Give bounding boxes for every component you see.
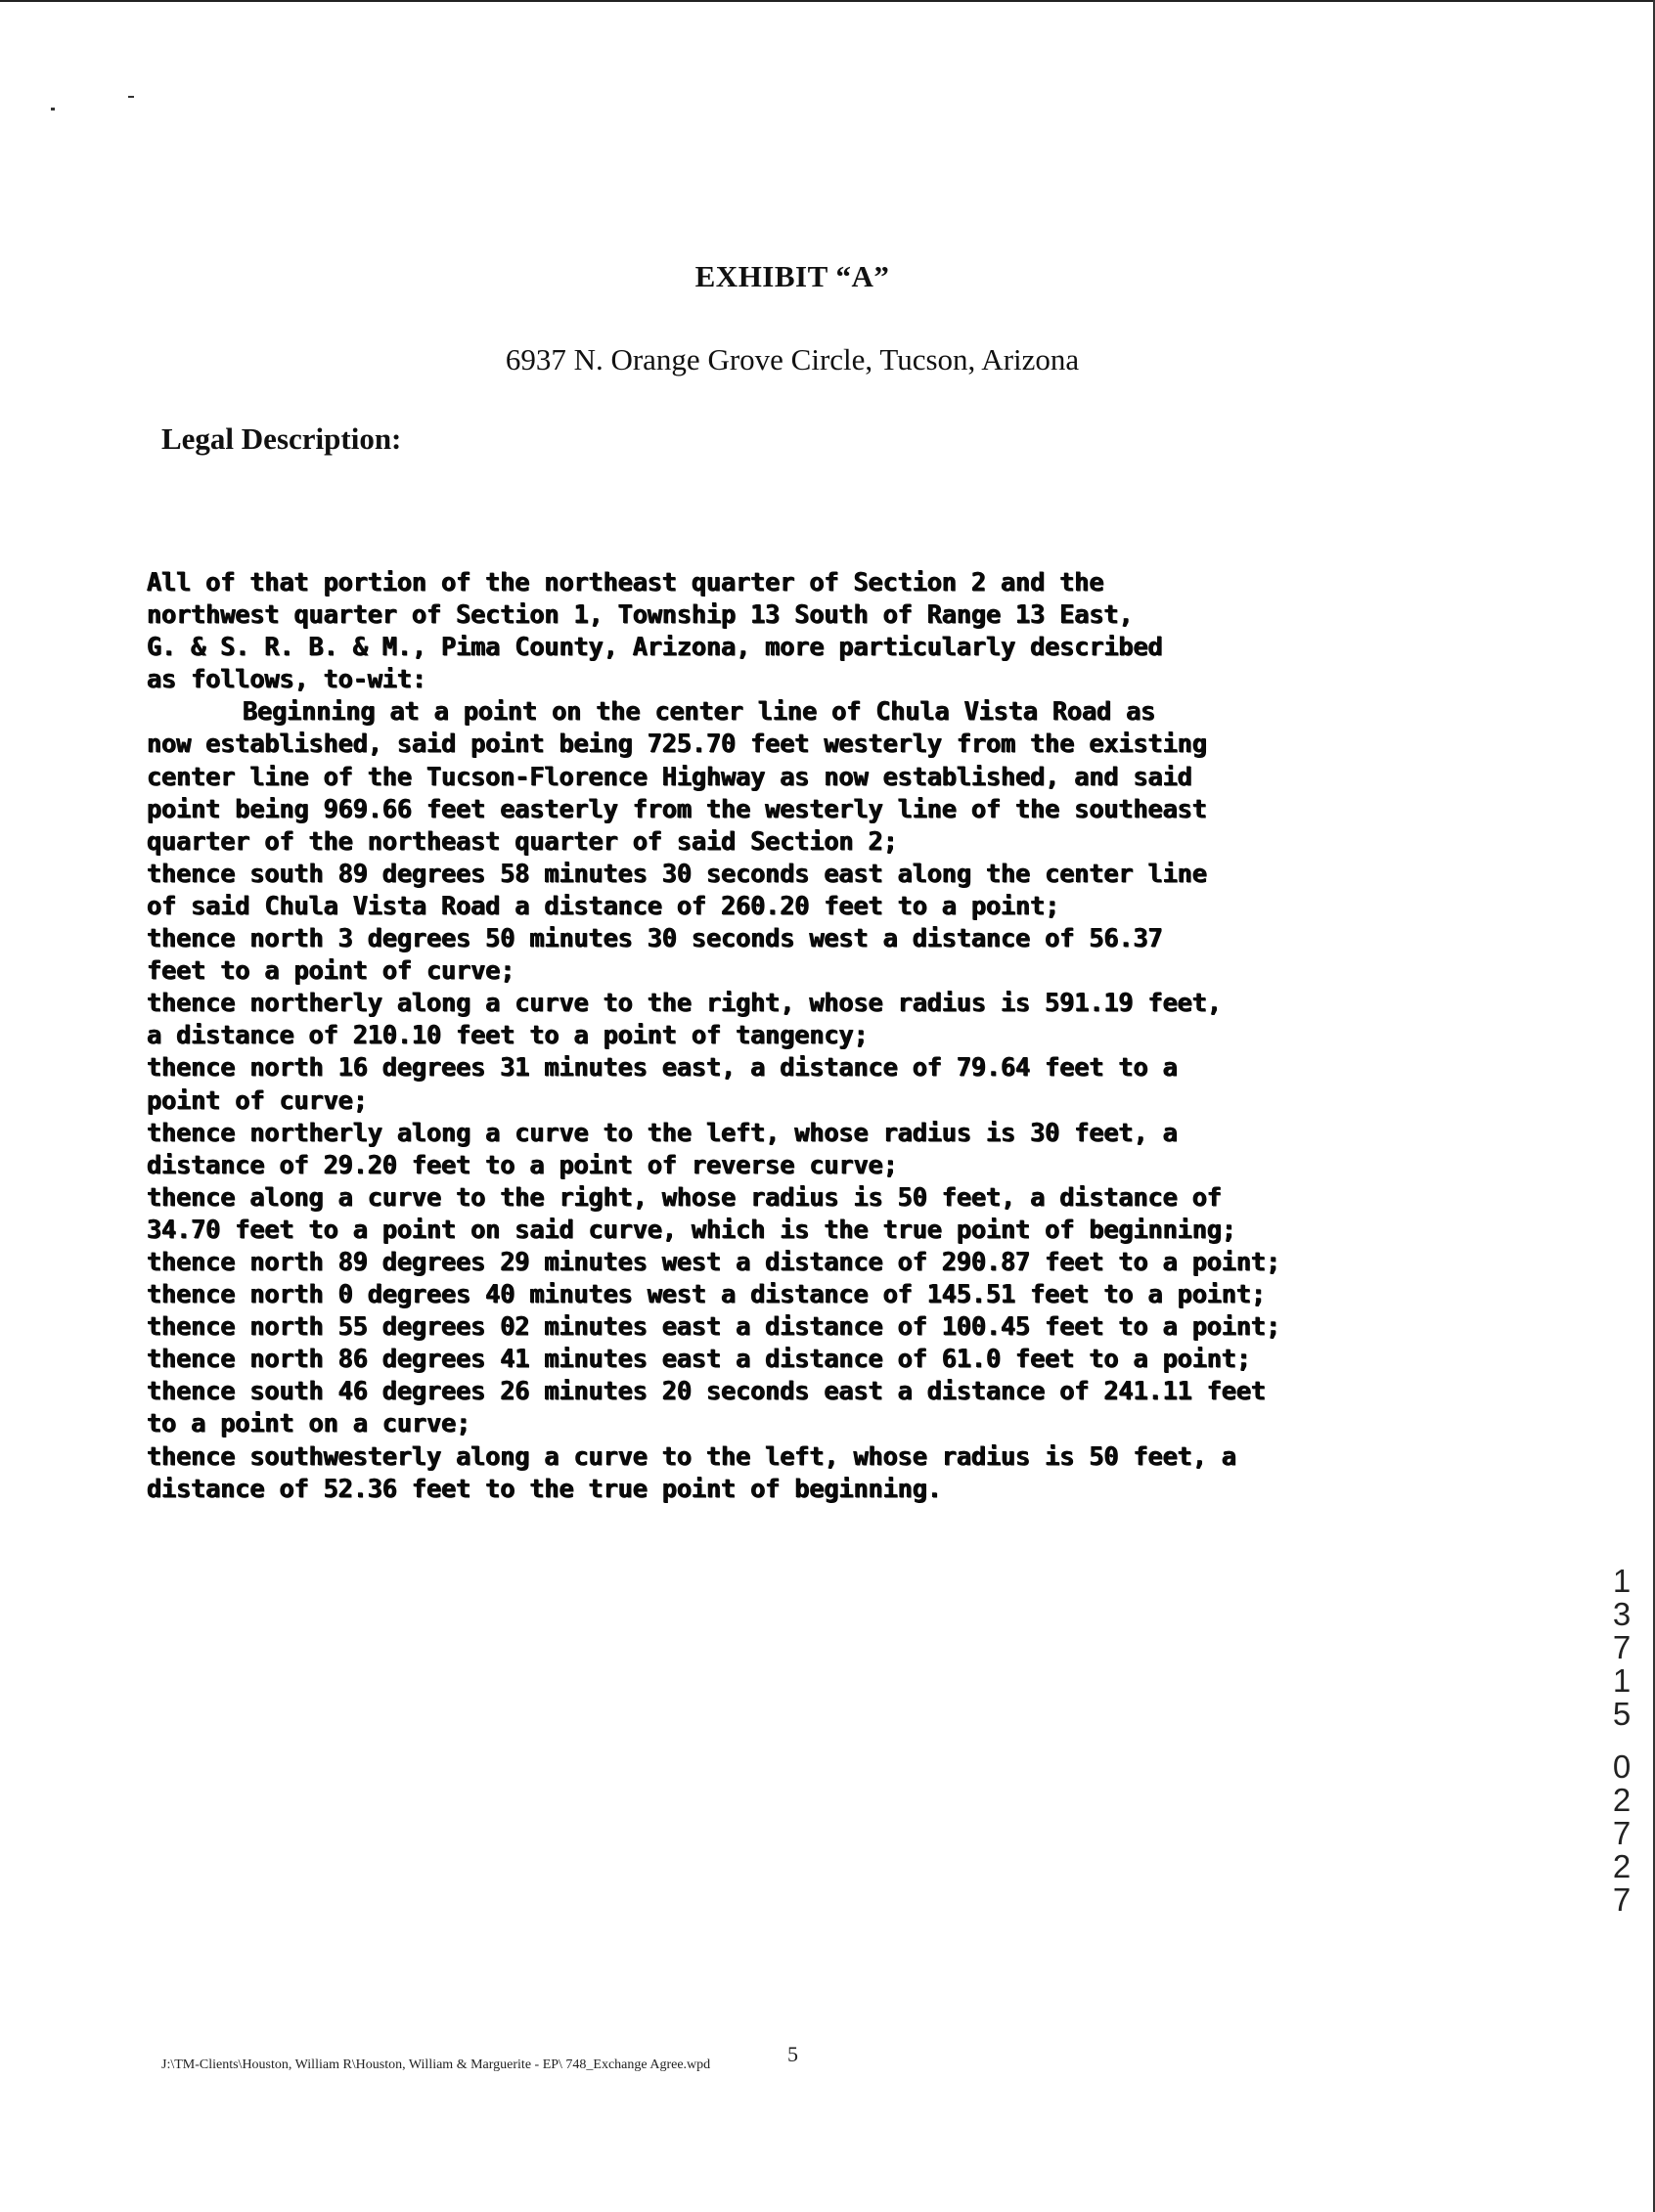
- exhibit-title: EXHIBIT “A”: [694, 259, 890, 293]
- stamp-gap: [1604, 1731, 1639, 1750]
- legal-line: point being 969.66 feet easterly from the westerly line of the southeast: [147, 794, 1207, 824]
- legal-line: G. & S. R. B. & M., Pima County, Arizona, more particularly described: [147, 633, 1163, 663]
- stamp-digit: 5: [1612, 1696, 1632, 1732]
- legal-line: distance of 52.36 feet to the true point of beginning.: [147, 1474, 942, 1504]
- legal-line: distance of 29.20 feet to a point of reverse curve;: [147, 1150, 898, 1180]
- legal-line: now established, said point being 725.70 feet westerly from the existing: [147, 730, 1207, 760]
- recording-stamp-number: [1604, 1565, 1639, 1917]
- legal-line: 34.70 feet to a point on said curve, which is the true point of beginning;: [147, 1215, 1236, 1245]
- legal-line: thence north 16 degrees 31 minutes east, a distance of 79.64 feet to a: [147, 1053, 1178, 1084]
- stamp-digit: 7: [1612, 1629, 1632, 1665]
- legal-description-heading: Legal Description:: [161, 421, 402, 456]
- legal-line: of said Chula Vista Road a distance of 260.20 feet to a point;: [147, 891, 1060, 921]
- legal-line: center line of the Tucson-Florence Highway as now established, and said: [147, 762, 1192, 792]
- legal-line: thence along a curve to the right, whose radius is 50 feet, a distance of: [147, 1182, 1222, 1213]
- legal-line: thence northerly along a curve to the right, whose radius is 591.19 feet,: [147, 989, 1222, 1019]
- legal-line: thence south 89 degrees 58 minutes 30 seconds east along the center line: [147, 859, 1207, 889]
- legal-line: Beginning at a point on the center line of Chula Vista Road as: [243, 697, 1156, 728]
- legal-line: northwest quarter of Section 1, Township 13 South of Range 13 East,: [147, 600, 1134, 631]
- footer-file-path: J:\TM-Clients\Houston, William R\Houston, William & Marguerite - EP\ 748_Exchange Agree.wpd: [161, 2057, 711, 2072]
- stamp-digit: 0: [1612, 1748, 1632, 1785]
- stamp-digit: 2: [1612, 1848, 1632, 1884]
- legal-line: All of that portion of the northeast quarter of Section 2 and the: [147, 568, 1104, 597]
- scan-speck: [128, 96, 134, 98]
- property-address: 6937 N. Orange Grove Circle, Tucson, Arizona: [505, 342, 1080, 376]
- legal-line: to a point on a curve;: [147, 1409, 471, 1439]
- legal-line: thence southwesterly along a curve to the left, whose radius is 50 feet, a: [147, 1441, 1236, 1472]
- legal-line: thence north 86 degrees 41 minutes east a distance of 61.0 feet to a point;: [147, 1345, 1251, 1375]
- stamp-digit: 1: [1612, 1563, 1632, 1599]
- legal-line: as follows, to-wit:: [147, 665, 426, 695]
- legal-line: thence north 3 degrees 50 minutes 30 seconds west a distance of 56.37: [147, 924, 1163, 954]
- stamp-digit: 7: [1612, 1881, 1632, 1918]
- page-number: 5: [787, 2042, 798, 2066]
- legal-line: feet to a point of curve;: [147, 956, 515, 987]
- legal-line: thence north 55 degrees 02 minutes east a distance of 100.45 feet to a point;: [147, 1312, 1281, 1343]
- legal-line: thence northerly along a curve to the left, whose radius is 30 feet, a: [147, 1118, 1178, 1148]
- legal-line: a distance of 210.10 feet to a point of tangency;: [147, 1021, 869, 1051]
- stamp-digit: 7: [1612, 1815, 1632, 1851]
- scan-border-top: [0, 0, 1655, 2]
- stamp-digit: 3: [1612, 1596, 1632, 1632]
- legal-line: thence north 0 degrees 40 minutes west a distance of 145.51 feet to a point;: [147, 1280, 1266, 1310]
- legal-line: thence south 46 degrees 26 minutes 20 seconds east a distance of 241.11 feet: [147, 1377, 1266, 1407]
- legal-description-body: [147, 567, 1409, 1506]
- legal-line: thence north 89 degrees 29 minutes west a distance of 290.87 feet to a point;: [147, 1247, 1281, 1277]
- legal-line: quarter of the northeast quarter of said Section 2;: [147, 826, 898, 857]
- scan-speck: [51, 108, 55, 111]
- legal-line: point of curve;: [147, 1085, 368, 1116]
- stamp-digit: 1: [1612, 1662, 1632, 1699]
- stamp-digit: 2: [1612, 1782, 1632, 1818]
